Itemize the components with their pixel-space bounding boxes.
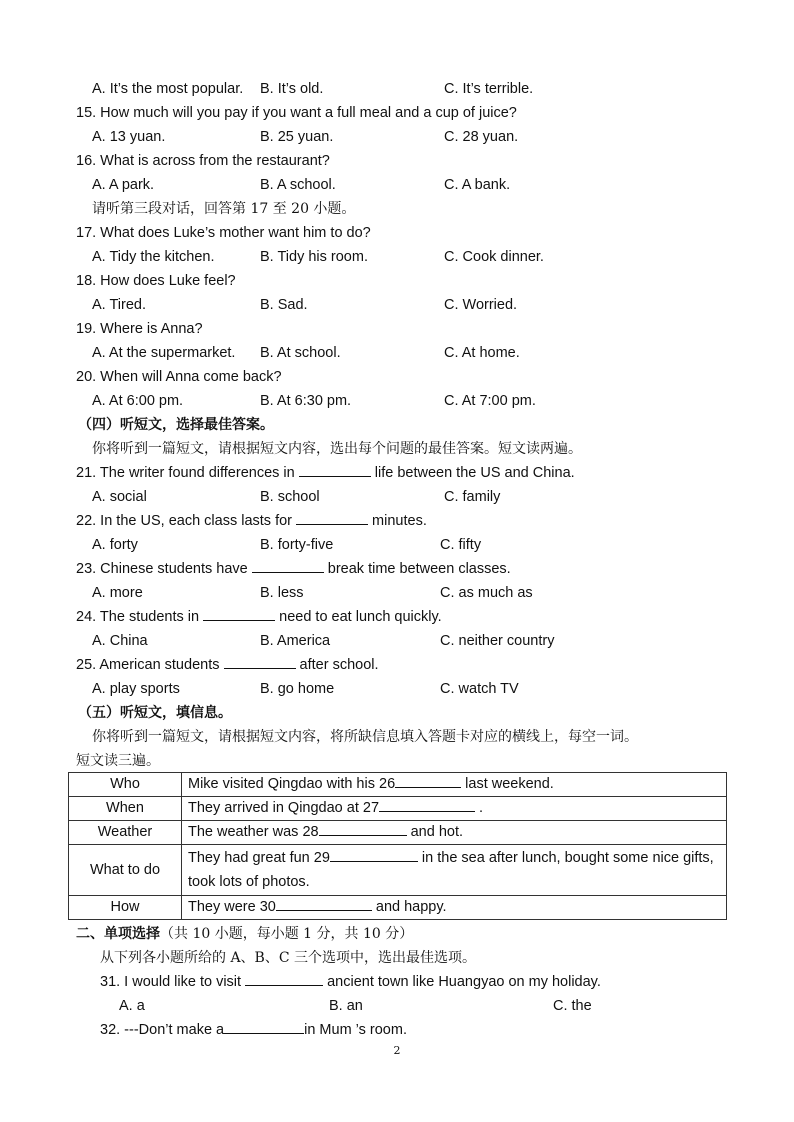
answer-blank <box>224 1019 304 1034</box>
option-a: A. a <box>119 998 145 1014</box>
section4-instruction: 你将听到一篇短文，请根据短文内容，选出每个问题的最佳答案。短文读两遍。 <box>92 441 582 457</box>
option-b: B. less <box>260 585 304 601</box>
part2-heading <box>76 922 413 946</box>
section4-title: （四）听短文，选择最佳答案。 <box>78 417 274 433</box>
row-text-end: and hot. <box>406 824 464 840</box>
answer-blank[interactable] <box>276 896 372 911</box>
q21-stem-end: life between the US and China. <box>370 465 575 481</box>
q23-stem-start: 23. Chinese students have <box>76 561 252 577</box>
q15-options <box>0 125 794 149</box>
table-row <box>69 896 727 920</box>
q31-stem-end: ancient town like Huangyao on my holiday. <box>323 974 601 990</box>
row-text-start: They arrived in Qingdao at 27 <box>188 800 380 816</box>
option-a: A. play sports <box>92 681 180 697</box>
option-a: A. Tidy the kitchen. <box>92 249 215 265</box>
answer-blank <box>203 606 275 621</box>
answer-blank[interactable] <box>319 821 407 836</box>
q32-stem <box>100 1018 407 1042</box>
option-a: A. Tired. <box>92 297 146 313</box>
row-label: When <box>69 797 182 821</box>
q16-stem: 16. What is across from the restaurant? <box>76 153 330 169</box>
row-label: Weather <box>69 821 182 845</box>
option-a: A. social <box>92 489 147 505</box>
part2-note: （共 10 小题，每小题 1 分，共 10 分） <box>160 926 414 942</box>
option-c: C. 28 yuan. <box>444 129 519 145</box>
q24-stem <box>76 605 442 629</box>
q16-options <box>0 173 794 197</box>
option-c: C. neither country <box>440 633 555 649</box>
row-label: Who <box>69 773 182 797</box>
row-content <box>182 797 727 821</box>
option-c: C. watch TV <box>440 681 519 697</box>
q22-stem-end: minutes. <box>368 513 427 529</box>
answer-blank[interactable] <box>330 847 418 862</box>
q32-stem-end: in Mum ’s room. <box>304 1022 407 1038</box>
row-label: How <box>69 896 182 920</box>
option-b: B. forty-five <box>260 537 334 553</box>
q21-options <box>0 485 794 509</box>
q24-stem-end: need to eat lunch quickly. <box>275 609 442 625</box>
option-c: C. the <box>553 998 592 1014</box>
q31-stem-start: 31. I would like to visit <box>100 974 246 990</box>
option-c: C. A bank. <box>444 177 511 193</box>
table-row <box>69 821 727 845</box>
q18-stem: 18. How does Luke feel? <box>76 273 236 289</box>
q25-stem-end: after school. <box>295 657 379 673</box>
answer-blank <box>252 558 324 573</box>
answer-blank <box>296 510 368 525</box>
row-text-start: The weather was 28 <box>188 824 319 840</box>
q15-stem: 15. How much will you pay if you want a full meal and a cup of juice? <box>76 105 517 121</box>
q22-options <box>0 533 794 557</box>
q23-stem <box>76 557 511 581</box>
row-text-start: Mike visited Qingdao with his 26 <box>188 776 396 792</box>
part2-instruction: 从下列各小题所给的 A、B、C 三个选项中，选出最佳选项。 <box>100 950 477 966</box>
q25-stem-start: 25. American students <box>76 657 224 673</box>
row-text-line2: took lots of photos. <box>188 874 310 890</box>
answer-blank[interactable] <box>395 773 461 788</box>
part2-title: 二、单项选择 <box>76 926 160 942</box>
option-b: B. At school. <box>260 345 341 361</box>
q21-stem-start: 21. The writer found differences in <box>76 465 299 481</box>
option-b: B. 25 yuan. <box>260 129 334 145</box>
row-content <box>182 773 727 797</box>
q24-stem-start: 24. The students in <box>76 609 204 625</box>
table-row <box>69 845 727 896</box>
answer-blank <box>224 654 296 669</box>
answer-blank <box>245 971 323 986</box>
q31-options <box>0 994 794 1018</box>
page-number: 2 <box>393 1044 401 1057</box>
q18-options <box>0 293 794 317</box>
q22-stem-start: 22. In the US, each class lasts for <box>76 513 297 529</box>
q17-options <box>0 245 794 269</box>
q32-stem-start: 32. ---Don’t make a <box>100 1022 225 1038</box>
option-c: C. family <box>444 489 501 505</box>
option-b: B. an <box>329 998 363 1014</box>
option-c: C. At 7:00 pm. <box>444 393 536 409</box>
option-c: C. Worried. <box>444 297 518 313</box>
row-text-end: . <box>475 800 484 816</box>
table-row <box>69 773 727 797</box>
option-a: A. At the supermarket. <box>92 345 236 361</box>
answer-blank <box>299 462 371 477</box>
option-a: A. At 6:00 pm. <box>92 393 184 409</box>
q20-stem: 20. When will Anna come back? <box>76 369 282 385</box>
option-a: A. more <box>92 585 143 601</box>
info-table <box>68 772 727 920</box>
q25-options <box>0 677 794 701</box>
section5-title: （五）听短文，填信息。 <box>78 705 232 721</box>
row-text-start: They had great fun 29 <box>188 850 330 866</box>
option-b: B. America <box>260 633 331 649</box>
option-c: C. as much as <box>440 585 533 601</box>
row-label: What to do <box>69 845 182 896</box>
option-b: B. go home <box>260 681 335 697</box>
option-a: A. A park. <box>92 177 155 193</box>
option-b: B. At 6:30 pm. <box>260 393 352 409</box>
section5-instruction: 你将听到一篇短文，请根据短文内容，将所缺信息填入答题卡对应的横线上，每空一词。 <box>92 729 638 745</box>
option-b: B. A school. <box>260 177 336 193</box>
section5-instruction-cont: 短文读三遍。 <box>76 753 160 769</box>
answer-blank[interactable] <box>379 797 475 812</box>
q24-options <box>0 629 794 653</box>
row-content <box>182 896 727 920</box>
option-c: C. It’s terrible. <box>444 81 534 97</box>
q21-stem <box>76 461 575 485</box>
option-c: C. Cook dinner. <box>444 249 544 265</box>
q31-stem <box>100 970 601 994</box>
q23-options <box>0 581 794 605</box>
row-content <box>182 845 727 896</box>
row-text-end: last weekend. <box>461 776 554 792</box>
option-a: A. forty <box>92 537 138 553</box>
q14-options <box>0 77 794 101</box>
q19-options <box>0 341 794 365</box>
table-row <box>69 797 727 821</box>
q23-stem-end: break time between classes. <box>323 561 511 577</box>
row-content <box>182 821 727 845</box>
option-b: B. Tidy his room. <box>260 249 368 265</box>
option-c: C. fifty <box>440 537 482 553</box>
row-text-start: They were 30 <box>188 899 276 915</box>
option-b: B. school <box>260 489 320 505</box>
q20-options <box>0 389 794 413</box>
option-a: A. 13 yuan. <box>92 129 166 145</box>
option-c: C. At home. <box>444 345 520 361</box>
option-b: B. It’s old. <box>260 81 324 97</box>
q25-stem <box>76 653 379 677</box>
row-text-end: and happy. <box>371 899 447 915</box>
option-a: A. China <box>92 633 148 649</box>
option-a: A. It’s the most popular. <box>92 81 244 97</box>
q22-stem <box>76 509 427 533</box>
row-text-end: in the sea after lunch, bought some nice gifts, <box>417 850 714 866</box>
option-b: B. Sad. <box>260 297 308 313</box>
q17-stem: 17. What does Luke’s mother want him to do? <box>76 225 371 241</box>
q19-stem: 19. Where is Anna? <box>76 321 203 337</box>
dialog3-instruction: 请听第三段对话，回答第 17 至 20 小题。 <box>92 201 356 217</box>
